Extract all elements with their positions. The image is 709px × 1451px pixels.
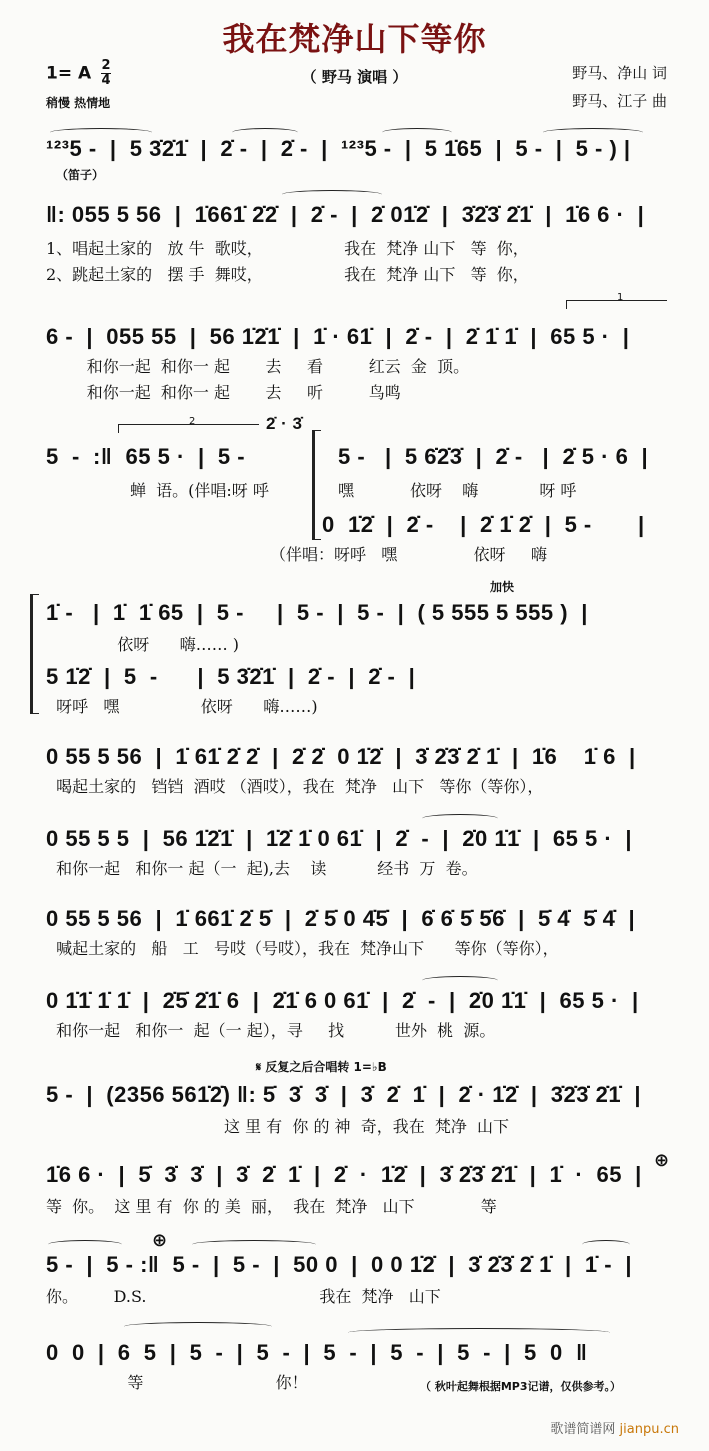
- system-4-notes-a: 5 - :‖ 65 5 · | 5 -: [46, 444, 246, 469]
- system-4-lyric-c: （伴唱：呀呼 嘿 依呀 嗨: [270, 545, 547, 564]
- system-4-lyric-a: 蝉 语。(伴唱:呀 呼: [130, 481, 269, 500]
- system-7-notes: 0 55 5 5 | 56 1̇2̇1̇ | 1̇2̇ 1̇ 0 61̇ | 2̇ - | 2̇0 1̇1̇ | 65 5 · |: [46, 826, 633, 851]
- system-6-lyric: 喝起土家的 铛铛 酒哎 （酒哎），我在 梵净 山下 等你（等你），: [46, 777, 544, 796]
- system-2-notes: ‖: 055 5 56 | 1̇661̇ 2̇2̇ | 2̇ - | 2̇ 01̇2̇ | 3̇2̇3̇ 2̇1̇ | 1̇6 6 · |: [46, 202, 645, 227]
- system-9-lyric: 和你一起 和你一 起（一 起），寻 找 世外 桃 源。: [46, 1021, 496, 1040]
- system-10-notes: 5 - | (2356 561̇2̇) ‖: 5̇ 3̇ 3̇ | 3̇ 2̇ 1̇ | 2̇ · 1̇2̇ | 3̇2̇3̇ 2̇1̇ |: [46, 1082, 641, 1107]
- system-7-lyric: 和你一起 和你一 起（一 起),去 读 经书 万 卷。: [46, 859, 478, 878]
- song-title: 我在梵净山下等你: [222, 20, 487, 58]
- system-13-notes: 0 0 | 6 5 | 5 - | 5 - | 5 - | 5 - | 5 - | 5 0 ‖: [46, 1340, 588, 1365]
- system-4-notes-c: 0 1̇2̇ | 2̇ - | 2̇ 1̇ 2̇ | 5 - |: [322, 512, 645, 537]
- system-11-lyric: 等 你。 这 里 有 你 的 美 丽， 我在 梵净 山下 等: [46, 1197, 497, 1216]
- time-sig-bottom: 4: [101, 73, 111, 88]
- system-11-notes: 1̇6 6 · | 5̇ 3̇ 3̇ | 3̇ 2̇ 1̇ | 2̇ · 1̇2̇ | 3̇ 2̇3̇ 2̇1̇ | 1̇ · 65 |: [46, 1162, 642, 1187]
- coda-icon-2: ⊕: [152, 1230, 168, 1251]
- system-6-notes: 0 55 5 56 | 1̇ 61̇ 2̇ 2̇ | 2̇ 2̇ 0 1̇2̇ | 3̇ 2̇3̇ 2̇ 1̇ | 1̇6 1̇ 6 |: [46, 744, 636, 769]
- system-10-lyric: 这 里 有 你 的 神 奇，我在 梵净 山下: [46, 1117, 510, 1136]
- key-label: 1= A: [46, 63, 92, 84]
- watermark-site[interactable]: jianpu.cn: [619, 1422, 679, 1437]
- composer-credit: 野马、江子 曲: [572, 92, 667, 110]
- singer-credit: （ 野马 演唱 ）: [301, 68, 408, 86]
- system-9-notes: 0 1̇1̇ 1̇ 1̇ | 2̇5̇ 2̇1̇ 6 | 2̇1̇ 6 0 61̇ | 2̇ - | 2̇0 1̇1̇ | 65 5 · |: [46, 988, 639, 1013]
- system-5-lyric-b: 呀呼 嘿 依呀 嗨……): [46, 697, 318, 716]
- system-8-lyric: 喊起土家的 船 工 号哎（号哎），我在 梵净山下 等你（等你），: [46, 939, 559, 958]
- system-5-lyric-a: 依呀 嗨…… ): [46, 635, 240, 654]
- coda-icon: ⊕: [654, 1150, 670, 1171]
- watermark: [550, 1418, 679, 1437]
- system-2-lyric-2: 2、跳起土家的 摆 手 舞哎， 我在 梵净 山下 等 你，: [46, 265, 529, 284]
- system-2-lyric-1: 1、唱起土家的 放 牛 歌哎， 我在 梵净 山下 等 你，: [46, 239, 529, 258]
- system-4-notes-b: 5 - | 5 6̇2̇3̇ | 2̇ - | 2̇ 5 · 6 |: [338, 444, 649, 469]
- system-3-notes: 6 - | 055 55 | 56 1̇2̇1̇ | 1̇ · 61̇ | 2̇ - | 2̇ 1̇ 1̇ | 65 5 · |: [46, 324, 630, 349]
- watermark-cn: 歌谱简谱网: [550, 1422, 616, 1437]
- system-12-notes: 5 - | 5 - :‖ 5 - | 5 - | 50 0 | 0 0 1̇2̇ | 3̇ 2̇3̇ 2̇ 1̇ | 1̇ - |: [46, 1252, 632, 1277]
- system-8-notes: 0 55 5 56 | 1̇ 661̇ 2̇ 5̇ | 2̇ 5̇ 0 4̇5̇ | 6̇ 6̇ 5̇ 5̇6̇ | 5̇ 4̇ 5̇ 4̇ |: [46, 906, 636, 931]
- system-5-notes-b: 5 1̇2̇ | 5 - | 5 3̇2̇1̇ | 2̇ - | 2̇ - |: [46, 664, 416, 689]
- transcriber-note: （ 秋叶起舞根据MP3记谱，仅供参考。）: [420, 1380, 621, 1393]
- volta-alt-notes: 2̇ · 3̇: [266, 414, 303, 433]
- instrument-label: （笛子）: [56, 168, 105, 182]
- system-12-lyric: 你。 D.S. 我在 梵净 山下: [46, 1287, 441, 1306]
- tempo-change: 加快: [490, 580, 515, 594]
- volta-2: 2: [118, 424, 259, 433]
- system-4-lyric-b: 嘿 依呀 嗨 呀 呼: [338, 481, 577, 500]
- system-13-lyric: 等 你！: [46, 1373, 308, 1392]
- system-3-lyric-1: 和你一起 和你一 起 去 看 红云 金 顶。: [46, 357, 470, 376]
- system-5-notes-a: 1̇ - | 1̇ 1̇ 65 | 5 - | 5 - | 5 - | ( 5 555 5 555 ) |: [46, 600, 588, 625]
- lyricist-credit: 野马、净山 词: [572, 64, 667, 82]
- system-3-lyric-2: 和你一起 和你一 起 去 听 鸟鸣: [46, 383, 401, 402]
- tempo-marking: 稍慢 热情地: [46, 96, 111, 110]
- segno-key-change: 𝄋 反复之后合唱转 1=♭B: [256, 1060, 387, 1074]
- time-sig-top: 2: [101, 58, 111, 73]
- volta-1: 1: [566, 300, 667, 309]
- system-1-notes: ¹²³5 - | 5 3̇2̇1̇ | 2̇ - | 2̇ - | ¹²³5 - | 5 1̇65 | 5 - | 5 - ) |: [46, 136, 631, 161]
